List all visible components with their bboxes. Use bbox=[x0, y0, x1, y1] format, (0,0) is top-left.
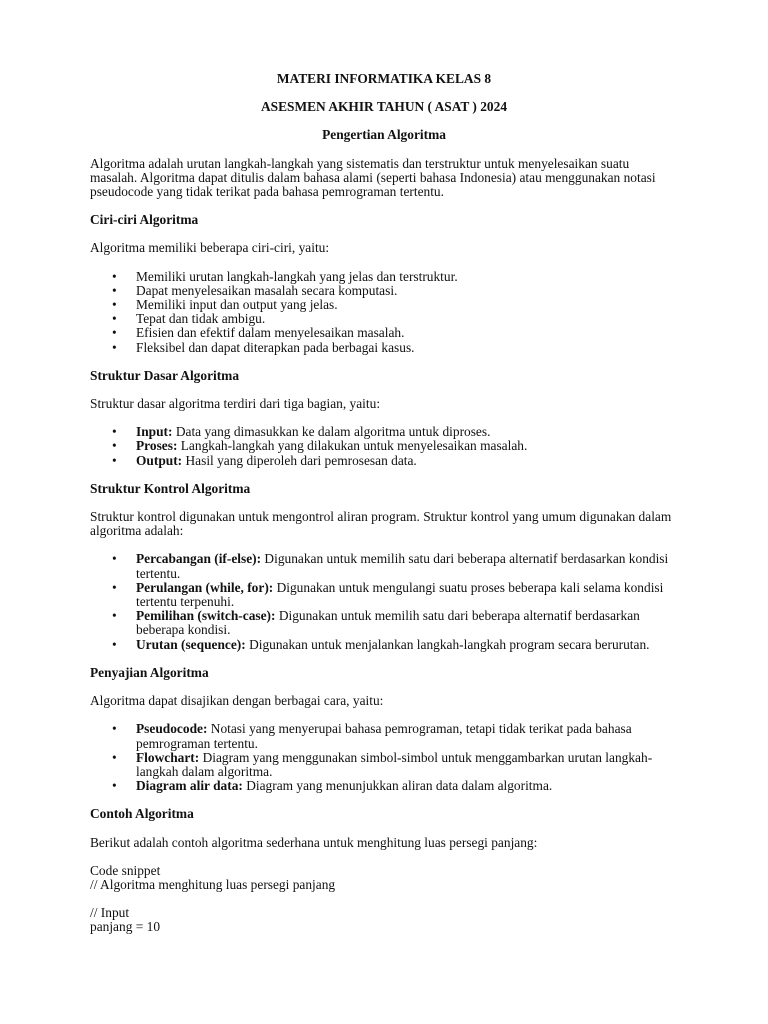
list-item bbox=[136, 425, 678, 439]
item-desc: Digunakan untuk mengulangi suatu proses beberapa kali selama kondisi tertentu terpenuhi. bbox=[136, 579, 664, 610]
item-desc: Langkah-langkah yang dilakukan untuk menyelesaikan masalah. bbox=[177, 438, 528, 454]
item-desc: Diagram yang menunjukkan aliran data dalam algoritma. bbox=[242, 778, 553, 794]
list-item bbox=[136, 552, 678, 580]
struktur-kontrol-lead: Struktur kontrol digunakan untuk mengontrol aliran program. Struktur kontrol yang umum digunakan dalam algoritma adalah: bbox=[90, 509, 672, 539]
list-item: • Tepat dan tidak ambigu. bbox=[136, 312, 678, 326]
ciri-lead: Algoritma memiliki beberapa ciri-ciri, yaitu: bbox=[90, 240, 330, 256]
list-item bbox=[136, 609, 678, 637]
list-item bbox=[136, 751, 678, 779]
struktur-dasar-heading: Struktur Dasar Algoritma bbox=[90, 367, 240, 383]
struktur-kontrol-list bbox=[90, 552, 678, 651]
code-input-comment: // Input bbox=[90, 905, 130, 921]
item-desc: Notasi yang menyerupai bahasa pemrograman, tetapi tidak terikat pada bahasa pemrograman tertentu. bbox=[136, 721, 632, 751]
list-item bbox=[136, 581, 678, 609]
contoh-lead: Berikut adalah contoh algoritma sederhana untuk menghitung luas persegi panjang: bbox=[90, 834, 538, 850]
list-item bbox=[136, 779, 678, 793]
item-desc: Digunakan untuk memilih satu dari beberapa alternatif berdasarkan beberapa kondisi. bbox=[136, 608, 640, 638]
ciri-heading: Ciri-ciri Algoritma bbox=[90, 212, 199, 228]
item-term: Diagram alir data: bbox=[136, 778, 243, 794]
item-term: Flowchart: bbox=[136, 749, 200, 765]
struktur-kontrol-heading: Struktur Kontrol Algoritma bbox=[90, 480, 251, 496]
penyajian-lead: Algoritma dapat disajikan dengan berbagai cara, yaitu: bbox=[90, 693, 384, 709]
list-item bbox=[136, 439, 678, 453]
code-gap bbox=[90, 892, 678, 906]
item-term: Perulangan (while, for): bbox=[136, 579, 274, 595]
topic-heading: Pengertian Algoritma bbox=[322, 127, 446, 143]
item-term: Proses: bbox=[136, 438, 178, 454]
item-term: Percabangan (if-else): bbox=[136, 551, 262, 567]
item-desc: Data yang dimasukkan ke dalam algoritma untuk diproses. bbox=[172, 424, 491, 440]
item-term: Pemilihan (switch-case): bbox=[136, 608, 276, 624]
code-input-line: panjang = 10 bbox=[90, 919, 161, 935]
penyajian-heading: Penyajian Algoritma bbox=[90, 664, 209, 680]
list-item bbox=[136, 722, 678, 750]
item-desc: Digunakan untuk memilih satu dari beberapa alternatif berdasarkan kondisi tertentu. bbox=[136, 551, 669, 581]
item-desc: Hasil yang diperoleh dari pemrosesan data. bbox=[182, 452, 417, 468]
list-item: • Memiliki urutan langkah-langkah yang jelas dan terstruktur. bbox=[136, 270, 678, 284]
item-term: Input: bbox=[136, 424, 173, 440]
list-item: • Memiliki input dan output yang jelas. bbox=[136, 298, 678, 312]
code-comment: // Algoritma menghitung luas persegi panjang bbox=[90, 876, 336, 892]
item-term: Urutan (sequence): bbox=[136, 636, 246, 652]
intro-paragraph: Algoritma adalah urutan langkah-langkah yang sistematis dan terstruktur untuk menyelesaikan suatu masalah. Algoritma dapat ditulis dalam bahasa alami (seperti bahasa Indonesia) atau menggunakan notasi pseudocode yang tidak terikat pada bahasa pemrograman tertentu. bbox=[90, 155, 656, 200]
struktur-dasar-list bbox=[90, 425, 678, 468]
struktur-dasar-lead: Struktur dasar algoritma terdiri dari tiga bagian, yaitu: bbox=[90, 396, 381, 412]
document-subtitle: ASESMEN AKHIR TAHUN ( ASAT ) 2024 bbox=[260, 99, 508, 115]
list-item bbox=[136, 638, 678, 652]
item-term: Output: bbox=[136, 452, 183, 468]
item-term: Pseudocode: bbox=[136, 721, 208, 737]
code-snippet-label: Code snippet bbox=[90, 862, 161, 878]
item-desc: Digunakan untuk menjalankan langkah-langkah program secara berurutan. bbox=[245, 636, 650, 652]
penyajian-list bbox=[90, 722, 678, 793]
list-item: • Fleksibel dan dapat diterapkan pada berbagai kasus. bbox=[136, 341, 678, 355]
document-title: MATERI INFORMATIKA KELAS 8 bbox=[276, 71, 492, 86]
list-item bbox=[136, 454, 678, 468]
item-desc: Diagram yang menggunakan simbol-simbol untuk menggambarkan urutan langkah-langkah dalam algoritma. bbox=[136, 749, 653, 779]
list-item: • Efisien dan efektif dalam menyelesaikan masalah. bbox=[136, 326, 678, 340]
list-item: • Dapat menyelesaikan masalah secara komputasi. bbox=[136, 284, 678, 298]
ciri-list bbox=[90, 270, 678, 355]
contoh-heading: Contoh Algoritma bbox=[90, 806, 194, 822]
